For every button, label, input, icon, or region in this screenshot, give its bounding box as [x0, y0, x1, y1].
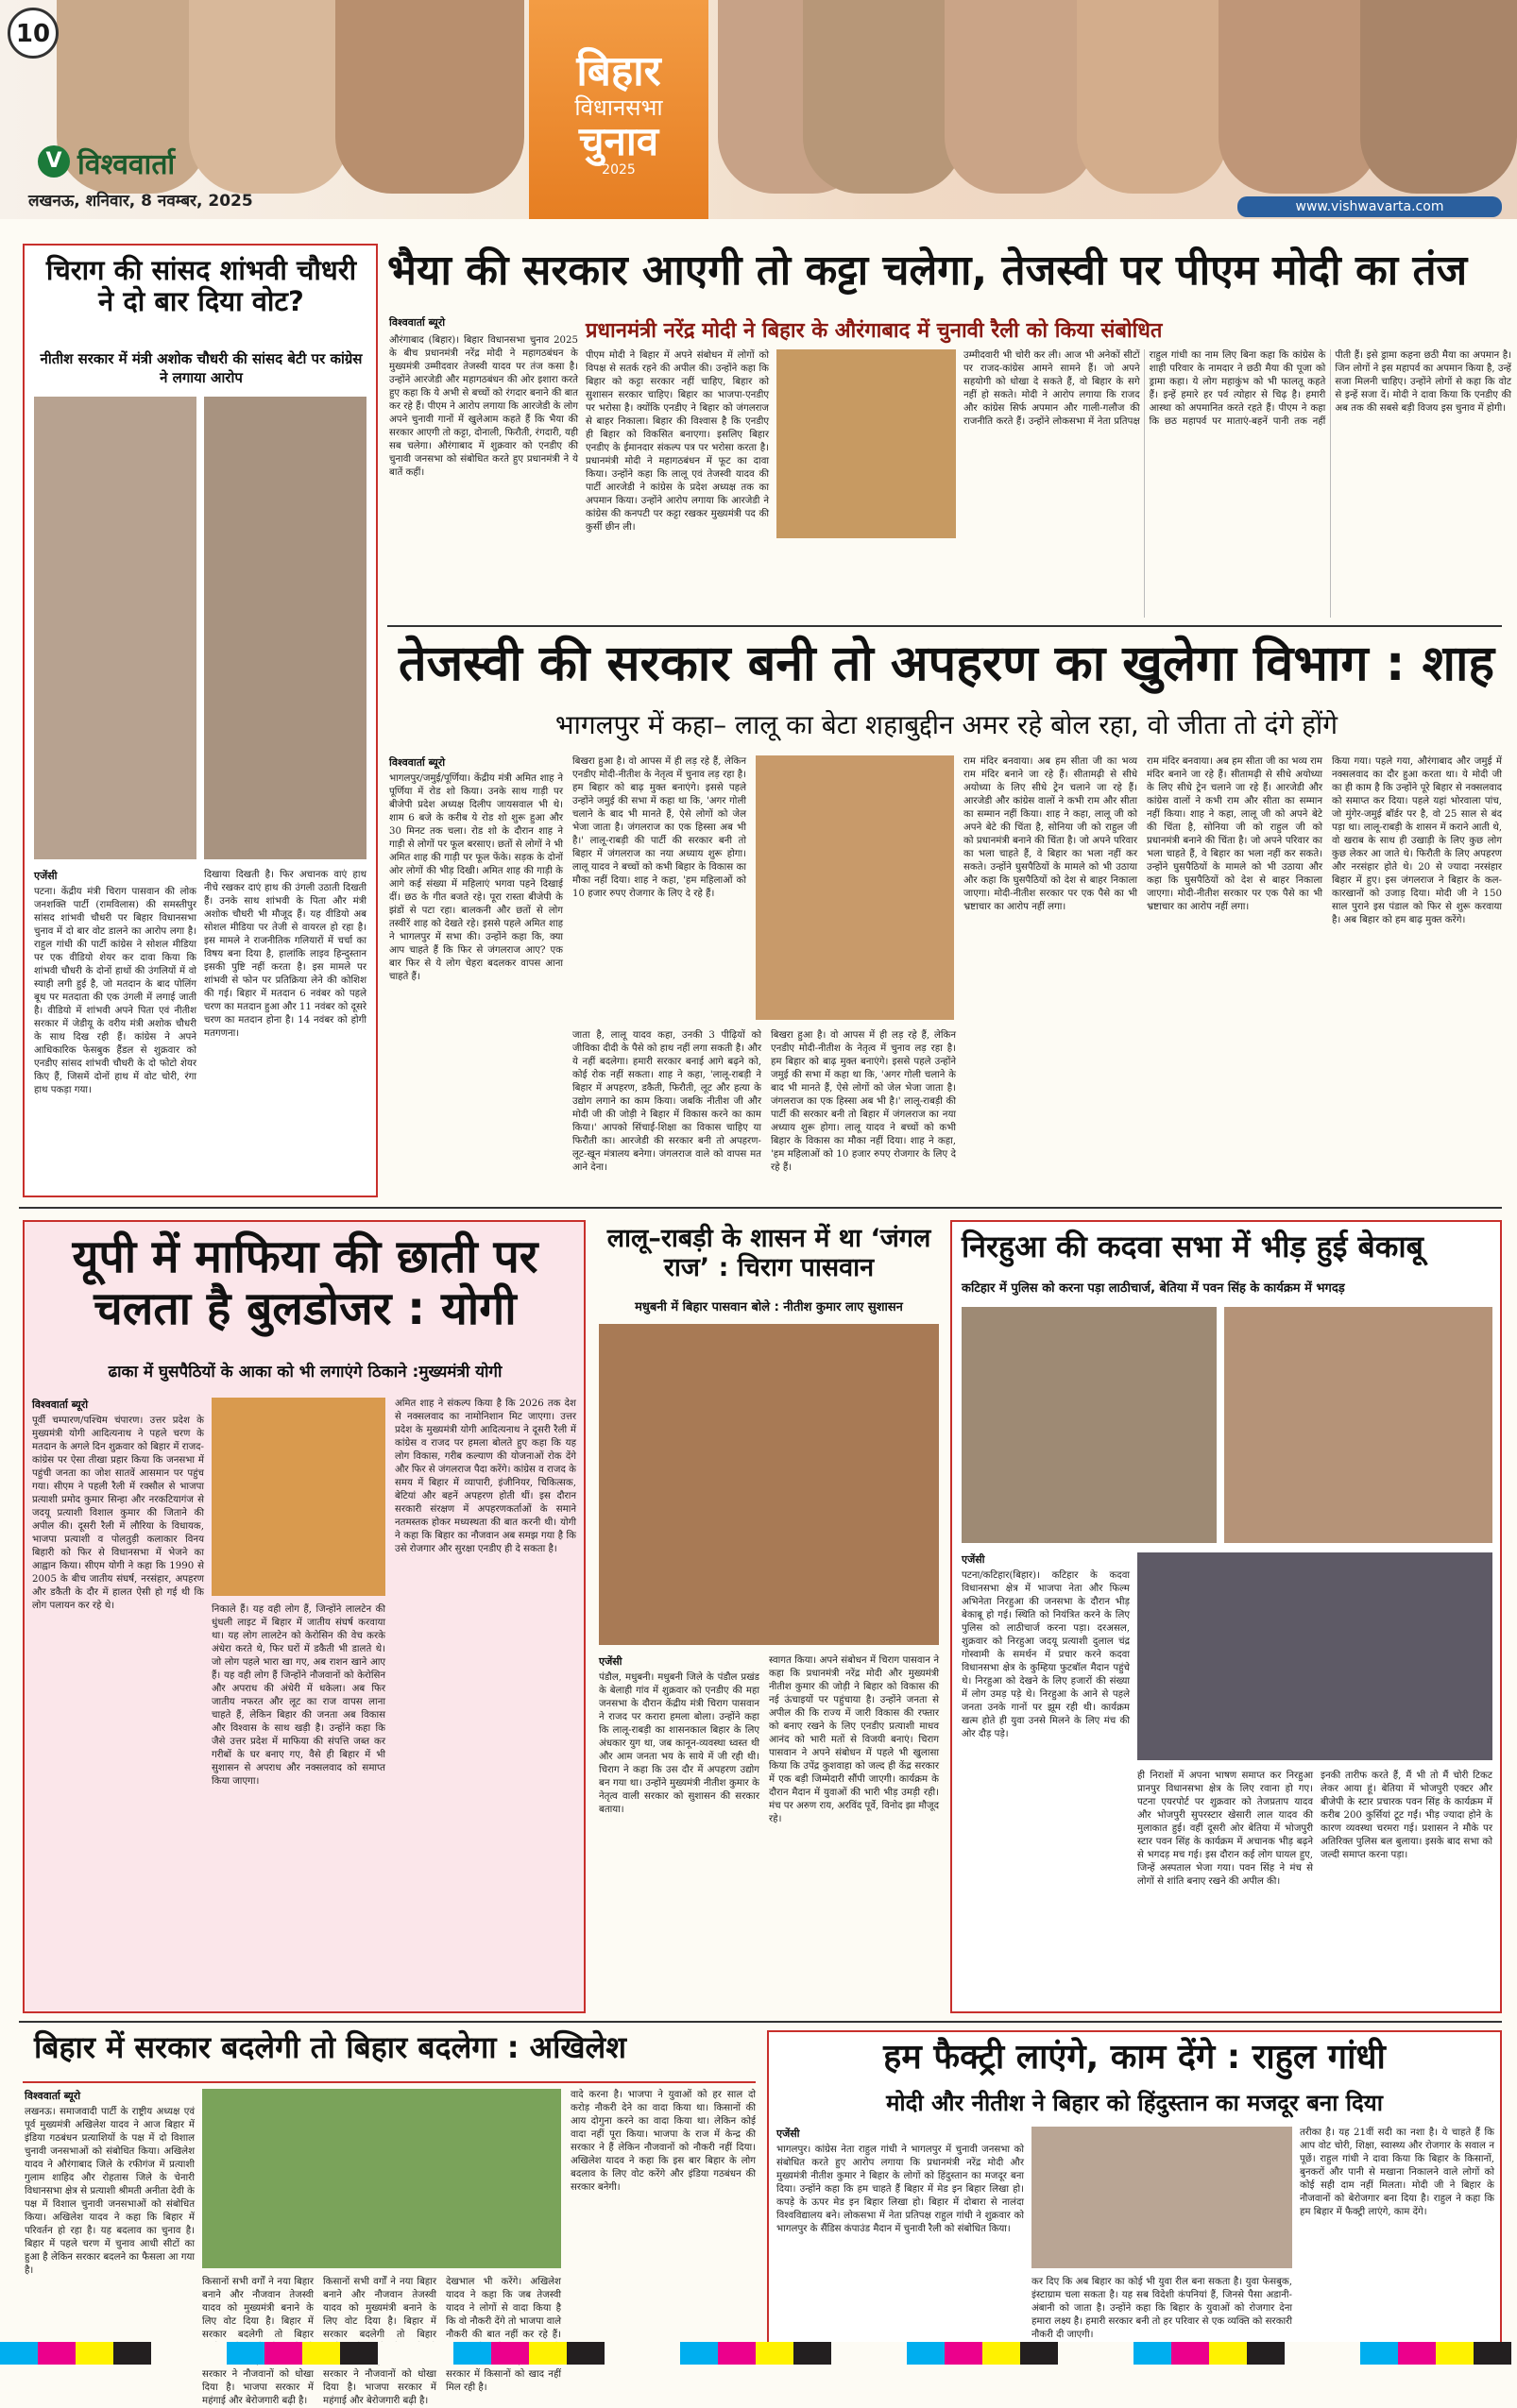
leader-photo-9	[1360, 0, 1517, 194]
body-rahul-1: भागलपुर। कांग्रेस नेता राहुल गांधी ने भागलपुर में चुनावी जनसभा को संबोधित करते हुए आरोप लगाया कि प्रधानमंत्री नरेंद्र मोदी और मुख्यमंत्री नीतीश कुमार ने बिहार के लोगों को हिंदुस्तान का मजदूर बना दिया। उन्होंने कहा कि हम चाहते हैं बिहार में मेड इन बिहार लिखा हो। कपड़े के ऊपर मेड इन बिहार लिखा हो। बिहार में दोबारा से नालंदा विश्वविद्यालय बने। लोकसभा में नेता प्रतिपक्ष राहुल गांधी ने शुक्रवार को भागलपुर के सैंडिस कंपाउंड मैदान में चुनावी रैली को संबोधित किया।	[776, 2145, 1024, 2234]
headline-shah: तेजस्वी की सरकार बनी तो अपहरण का खुलेगा विभाग : शाह	[398, 636, 1495, 692]
body-akhilesh-2b: किसानों सभी वर्गों ने नया बिहार बनाने और नौजवान तेजस्वी यादव को मुख्यमंत्री बनाने के लिए वोट दिया है। बिहार में सरकार बदलेगी तो बिहार सरकार ने नौजवानों को धोखा दिया है। भाजपा सरकार में महंगाई और बेरोजगारी बढ़ी है।	[323, 2277, 436, 2406]
photo-shambhavi-2	[204, 397, 366, 859]
body-nirahua-3: इनकी तारीफ करते हैं, मैं भी तो मैं चोरी टिकट लेकर आया हूं। बेतिया में भोजपुरी एक्टर और बीजेपी के स्टार प्रचारक पवन सिंह के कार्यक्रम में करीब 200 कुर्सियां टूट गईं। भीड़ ज्यादा होने के कारण व्यवस्था चरमरा गई। प्रशासन ने मौके पर अतिरिक्त पुलिस बल बुलाया। इसके बाद सभा को जल्दी समाप्त करना पड़ा।	[1321, 1771, 1492, 1860]
body-modi-3: उम्मीदवारी भी चोरी कर ली। आज भी अनेकों सीटों पर राजद-कांग्रेस आमने सामने हैं। जो अपने सहयोगी को धोखा दे सकते हैं, वो बिहार के सगे नहीं हो सकते। मोदी ने आरोप लगाया कि राजद और कांग्रेस सिर्फ अपमान और गाली-गलौज की राजनीति करते हैं। उन्होंने लोकसभा में नेता प्रतिपक्ष राहुल गांधी का नाम लिए बिना कहा कि कांग्रेस के शाही परिवार के नामदार ने छठी मैया की पूजा को ड्रामा कहा। ये लोग महाकुंभ को भी फालतू कहते हैं। इन्हें हमारे हर पर्व त्योहार से चिढ़ है। हमारी आस्था को अपमानित करते रहते हैं। पीएम ने कहा कि छठ महापर्व पर माताएं-बहनें पानी तक नहीं पीती हैं। इसे ड्रामा कहना छठी मैया का अपमान है। जिन लोगों ने इस महापर्व का अपमान किया है, उन्हें सजा मिलनी चाहिए। उन्होंने लोगों से कहा कि वोट से इन्हें सजा दें। मोदी ने दावा किया कि एनडीए की अब तक की सबसे बड़ी विजय इस चुनाव में होगी।	[963, 350, 1511, 427]
divider	[19, 1207, 1502, 1209]
body-shah-1: भागलपुर/जमुई/पूर्णिया। केंद्रीय मंत्री अमित शाह ने पूर्णिया में रोड शो किया। उनके साथ गाड़ी पर बीजेपी प्रदेश अध्यक्ष दिलीप जायसवाल भी थे। शाम 6 बजे के करीब ये रोड शो शुरू हुआ और 30 मिनट तक चला। रोड शो के दौरान शाह ने गाड़ी से लोगों पर फूल बरसाए। छतों से लोगों ने भी अमित शाह की गाड़ी पर फूल फेंके। सड़क के दोनों ओर लोगों की भीड़ दिखी। अमित शाह की गाड़ी के आगे कई संख्या में महिलाएं भगवा पहने दिखाई दीं। छठ के गीत बजते रहे। पूरा रास्ता बीजेपी के झंडों से पटा रहा। बालकनी और छतों से लोग तस्वीरें शाह को देखते रहे। इससे पहले अमित शाह ने भागलपुर में सभा की। उन्होंने कहा कि, क्या आप चाहते हैं कि फिर से जंगलराज आए? एक बार फिर से ये लोग चेहरा बदलकर वापस आना चाहते हैं।	[389, 773, 563, 982]
photo-modi-rally	[776, 349, 956, 538]
article-body-2: दिखाया दिखती है। फिर अचानक वाएं हाथ नीचे रखकर दाएं हाथ की उंगली उठाती दिखती हैं। उनके साथ शांभवी के पिता और मंत्री अशोक चौधरी भी मौजूद हैं। यह वीडियो अब सोशल मीडिया पर तेजी से वायरल हो रहा है। इस मामले ने राजनीतिक गलियारों में चर्चा का विषय बना दिया है, हालांकि लाइव हिन्दुस्तान इसकी पुष्टि नहीं करता है। इस मामले पर शांभवी से फोन पर प्रतिक्रिया लेने की कोशिश की गई। बिहार में मतदान 6 नवंबर को पहले चरण का मतदान हुआ और 11 नवंबर को दूसरे चरण का मतदान होना है। 14 नवंबर को होगी मतगणना।	[204, 870, 366, 1039]
divider	[23, 2081, 756, 2083]
byline-shah: विश्ववार्ता ब्यूरो	[389, 756, 446, 769]
subhead-rahul: मोदी और नीतीश ने बिहार को हिंदुस्तान का मजदूर बना दिया	[886, 2090, 1383, 2116]
article-body: पटना। केंद्रीय मंत्री चिराग पासवान की लोक जनशक्ति पार्टी (रामविलास) की समस्तीपुर सांसद शांभवी चौधरी पर बिहार विधानसभा चुनाव में दो बार वोट डालने का आरोप लगा है। राहुल गांधी की पार्टी कांग्रेस ने सोशल मीडिया पर एक वीडियो शेयर कर दावा किया कि शांभवी चौधरी के दोनों हाथों की उंगलियों में वो स्याही लगी हुई है, जो मतदान के बाद पोलिंग बूथ पर मतदाता की एक उंगली में लगाई जाती है। वीडियो में शांभवी अपने पिता एवं नीतीश सरकार में जेडीयू के वरीय मंत्री अशोक चौधरी के साथ दिख रही हैं। कांग्रेस ने अपने आधिकारिक फेसबुक हैंडल से शुक्रवार को एनडीए सांसद शांभवी चौधरी के दो फोटो शेयर किए हैं, जिसमें दोनों हाथ में वोट चोरी, रंगा हाथ पकड़ा गया।	[34, 887, 196, 1095]
body-shah-3b: बिखरा हुआ है। वो आपस में ही लड़ रहे हैं, लेकिन एनडीए मोदी-नीतीश के नेतृत्व में चुनाव लड़ रहा है। हम बिहार को बाढ़ मुक्त बनाएंगे। इससे पहले उन्होंने जमुई की सभा में कहा था कि, 'अगर गोली चलाने के बाद भी मानते हैं, ऐसे लोगों को जेल भेजा जाता है। जंगलराज का एक हिस्सा अब भी है।' लालू-राबड़ी की पार्टी की सरकार बनी तो बिहार में जंगलराज का नया अध्याय शुरू होगा। लालू यादव ने बच्चों को कभी बिहार के विकास का मौका नहीं दिया। शाह ने कहा, 'हम महिलाओं को 10 हजार रुपए रोजगार के लिए दे रहे हैं।	[771, 1030, 956, 1173]
subhead-modi: प्रधानमंत्री नरेंद्र मोदी ने बिहार के औरंगाबाद में चुनावी रैली को किया संबोधित	[586, 319, 1163, 343]
byline: एजेंसी	[34, 870, 58, 882]
body-akhilesh-4: वादे करना है। भाजपा ने युवाओं को हर साल दो करोड़ नौकरी देने का वादा किया था। किसानों की आय दोगुना करने का वादा किया था। लेकिन कोई वादा नहीं पूरा किया। भाजपा के राज में केन्द्र की सरकार ने हैं लेकिन नौजवानों को नौकरी नहीं दिया। अखिलेश यादव ने कहा कि इस बार बिहार के लोग बदलाव के लिए वोट करेंगे और इंडिया गठबंधन की सरकार बनेगी।	[571, 2090, 756, 2193]
body-shah-5: किया गया। पहले गया, औरंगाबाद और जमुई में नक्सलवाद का दौर हुआ करता था। ये मोदी जी का ही काम है कि उन्होंने पूरे बिहार से नक्सलवाद को समाप्त कर दिया। पहले यहां भोरवाला पांच, जो मुंगेर-जमुई बॉर्डर पर है, वो 25 साल से बंद पड़ा था। लालू-राबड़ी के शासन में कराने आती थे, वो खराब के साथ ही उखाड़ी के लिए कुछ लोग कुछ लेकर आ जाते थे। फिरौती के लिए अपहरण और नरसंहार होते थे। 20 से ज्यादा नरसंहार बिहार में हुए। इस जंगलराज ने बिहार के कल-कारखानों को उजाड़ दिया। मोदी जी ने 150 साल पुराने इस पंडाल को फिर से शुरू करवाया है। अब बिहार को हम बाढ़ मुक्त करेंगे।	[1332, 756, 1502, 925]
body-shah-3: जाता है, लालू यादव कहा, उनकी 3 पीढ़ियों को जीविका दीदी के पैसे को हाथ नहीं लगा सकती है। और ये नहीं बदलेगा। हमारी सरकार बनाई आगे बढ़ने को, कोई रोक नहीं सकता। शाह ने कहा, 'लालू-राबड़ी ने बिहार में अपहरण, डकैती, फिरौती, लूट और हत्या के उद्योग लगाने का काम किया। जबकि नीतीश जी और मोदी जी की जोड़ी ने बिहार में विकास करने का काम किया।' आपको सिंचाई-शिक्षा का विकास चाहिए या फिरौती का। आरजेडी की सरकार बनी तो अपहरण-लूट-खून मंत्रालय बनेगा। जंगलराज वाले को वापस मत आने देना।	[572, 1030, 761, 1173]
subhead-chirag-jungleraj: मधुबनी में बिहार पासवान बोले : नीतीश कुमार लाए सुशासन	[635, 1300, 903, 1314]
headline-rahul: हम फैक्ट्री लाएंगे, काम देंगे : राहुल गांधी	[883, 2038, 1386, 2077]
body-shah-4: राम मंदिर बनवाया। अब हम सीता जी का भव्य राम मंदिर बनाने जा रहे हैं। सीतामढ़ी से सीधे अयोध्या के लिए सीधे ट्रेन चलाने जा रहे हैं। आरजेडी और कांग्रेस वालों ने कभी राम और सीता का सम्मान नहीं किया। शाह ने कहा, लालू जी को अपने बेटे की चिंता है, सोनिया जी को राहुल जी को प्रधानमंत्री बनाने की चिंता है। जो अपने परिवार का भला चाहते हैं, वे बिहार का भला नहीं कर सकते। उन्होंने घुसपैठियों के मामले को भी उठाया और कहा कि घुसपैठियों को देश से बाहर निकाला जाएगा। मोदी-नीतीश सरकार पर एक पैसे का भी भ्रष्टाचार का आरोप नहीं लगा।	[963, 756, 1137, 912]
body-akhilesh-2: किसानों सभी वर्गों ने नया बिहार बनाने और नौजवान तेजस्वी यादव को मुख्यमंत्री बनाने के लिए वोट दिया है। बिहार में सरकार बदलेगी तो बिहार सरकार ने नौजवानों को धोखा दिया है। भाजपा सरकार में महंगाई और बेरोजगारी बढ़ी है।	[202, 2277, 314, 2406]
headline-yogi: यूपी में माफिया की छाती पर चलता है बुलडोजर : योगी	[72, 1230, 538, 1336]
body-yogi-3: अमित शाह ने संकल्प किया है कि 2026 तक देश से नक्सलवाद का नामोनिशान मिट जाएगा। उत्तर प्रदेश के मुख्यमंत्री योगी आदित्यनाथ ने दूसरी रैली में कांग्रेस व राजद पर हमला बोलते हुए कहा कि यह लोग विकास, गरीब कल्याण की योजनाओं रोक देंगे और फिर से जंगलराज पैदा करेंगे। कांग्रेस व राजद के समय में बिहार में व्यापारी, इंजीनियर, चिकित्सक, बेटियां और बहनें अपहरण होती थीं। इस दौरान सरकारी संरक्षण में अपहरणकर्ताओं के समाने नतमस्तक होकर मध्यस्थता की बात करनी थी। योगी ने कहा कि बिहार का नौजवान अब समझ गया है कि उसे रोजगार और सुरक्षा एनडीए ही दे सकता है।	[395, 1399, 576, 1554]
logo-text: विश्ववार्ता	[77, 148, 176, 181]
headline-chirag-jungleraj: लालू–राबड़ी के शासन में था ‘जंगल राज’ : चिराग पासवान	[606, 1224, 931, 1283]
body-shah-4b: राम मंदिर बनवाया। अब हम सीता जी का भव्य राम मंदिर बनाने जा रहे हैं। सीतामढ़ी से सीधे अयोध्या के लिए सीधे ट्रेन चलाने जा रहे हैं। आरजेडी और कांग्रेस वालों ने कभी राम और सीता का सम्मान नहीं किया। शाह ने कहा, लालू जी को अपने बेटे की चिंता है, सोनिया जी को राहुल जी को प्रधानमंत्री बनाने की चिंता है। जो अपने परिवार का भला चाहते हैं, वे बिहार का भला नहीं कर सकते। उन्होंने घुसपैठियों के मामले को भी उठाया और कहा कि घुसपैठियों को देश से बाहर निकाला जाएगा। मोदी-नीतीश सरकार पर एक पैसे का भी भ्रष्टाचार का आरोप नहीं लगा।	[1147, 756, 1322, 912]
leader-photo-5	[803, 0, 963, 194]
subhead-yogi: ढाका में घुसपैठियों के आका को भी लगाएंगे ठिकाने :मुख्यमंत्री योगी	[108, 1363, 503, 1382]
photo-rahul-gandhi	[1031, 2127, 1292, 2268]
article-chirag-shambhavi	[23, 244, 378, 1197]
byline-rahul: एजेंसी	[776, 2128, 800, 2140]
subhead: नीतीश सरकार में मंत्री अशोक चौधरी की सांसद बेटी पर कांग्रेस ने लगाया आरोप	[40, 350, 363, 386]
page-number: 10	[8, 8, 59, 59]
election-badge	[538, 49, 699, 191]
body-chirag-2: स्वागत किया। अपने संबोधन में चिराग पासवान ने कहा कि प्रधानमंत्री नरेंद्र मोदी और मुख्यमंत्री नीतीश कुमार की जोड़ी ने बिहार को विकास की नई ऊंचाइयों पर पहुंचाया है। उन्होंने जनता से अपील की कि राज्य में जारी विकास की रफ्तार को बनाए रखने के लिए एनडीए प्रत्याशी माधव आनंद को भारी मतों से विजयी बनाएं। चिराग पासवान ने अपने संबोधन में पहले भी खुलासा किया कि उपेंद्र कुशवाहा को जल्द ही केंद्र सरकार में एक बड़ी जिम्मेदारी सौंपी जाएगी। कार्यक्रम के दौरान मैदान में युवाओं की भारी भीड़ उमड़ी रही। मंच पर अरुण राय, अरविंद पूर्वे, विनोद झा मौजूद रहे।	[769, 1655, 940, 1824]
print-registration-strip	[0, 2342, 1517, 2365]
body-akhilesh-3: देखभाल भी करेंगे। अखिलेश यादव ने कहा कि जब तेजस्वी यादव ने लोगों से वादा किया है कि वो नौकरी देंगे तो भाजपा वाले नौकरी की बात नहीं कर रहे हैं। सरकार में किसानों को खाद नहीं मिल रही है।	[446, 2277, 561, 2393]
headline: चिराग की सांसद शांभवी चौधरी ने दो बार दिया वोट?	[45, 254, 357, 318]
photo-pawan-singh-crowd	[1224, 1307, 1492, 1543]
leader-photo-3	[335, 0, 524, 194]
body-chirag-1: पंडौल, मधुबनी। मधुबनी जिले के पंडौल प्रखंड के बेलाही गांव में शुक्रवार को एनडीए की महा जनसभा के दौरान केंद्रीय मंत्री चिराग पासवान ने राजद पर करारा हमला बोला। उन्होंने कहा कि लालू-राबड़ी का शासनकाल बिहार के लिए अंधकार युग था, जब कानून-व्यवस्था ध्वस्त थी और आम जनता भय के साये में जी रही थी। चिराग ने कहा कि उस दौर में अपहरण उद्योग बन गया था। उन्होंने मुख्यमंत्री नीतीश कुमार के नेतृत्व वाली सरकार को सुशासन की सरकार बताया।	[599, 1672, 759, 1815]
leader-photo-7	[1077, 0, 1228, 194]
photo-yogi	[212, 1398, 385, 1596]
article-nirahua	[950, 1220, 1502, 2013]
divider	[19, 2021, 1502, 2023]
body-akhilesh-1: लखनऊ। समाजवादी पार्टी के राष्ट्रीय अध्यक्ष एवं पूर्व मुख्यमंत्री अखिलेश यादव ने आज बिहार में इंडिया गठबंधन प्रत्याशियों के पक्ष में दो विशाल चुनावी जनसभाओं को संबोधित किया। अखिलेश यादव ने औरंगाबाद जिले के रफीगंज में प्रत्याशी गुलाम शाहिद और रोहतास जिले के चेनारी विधानसभा क्षेत्र से प्रत्याशी श्रीमती अनीता देवी के पक्ष में विशाल चुनावी जनसभाओं को संबोधित किया। अखिलेश यादव ने कहा कि बिहार में परिवर्तन हो रहा है। यह बदलाव का चुनाव है। बिहार में पहले चरण में चुनाव आधी सीटों का हुआ है लेकिन सरकार बदलने का फैसला आ गया है।	[25, 2107, 195, 2276]
dateline: लखनऊ, शनिवार, 8 नवम्बर, 2025	[28, 192, 253, 211]
masthead-banner	[0, 0, 1517, 219]
byline-nirahua: एजेंसी	[962, 1553, 985, 1566]
byline-yogi: विश्ववार्ता ब्यूरो	[32, 1399, 89, 1411]
body-yogi-2: निकाले हैं। यह वही लोग हैं, जिन्होंने लालटेन की धुंधली लाइट में बिहार में जातीय संघर्ष करवाया था। यह लोग लालटेन को केरोसिन की वेच करके अंधेरा करते थे, फिर घरों में डकैती भी डालते थे। जो लोग पहले भारा खा गए, अब राशन खाने आए हैं। यह वही लोग हैं जिन्होंने नौजवानों को केरोसिन और अपराध की अंधेरी में धकेला। अब फिर जातीय नफरत और लूट का राज वापस लाना चाहते हैं, लेकिन बिहार की जनता अब विकास और विश्वास के साथ खड़ी है। उन्होंने कहा कि जैसे उत्तर प्रदेश में माफिया की संपत्ति जब्त कर गरीबों के घर बनाए गए, वैसे ही बिहार में भी सुशासन से अपराध और नक्सलवाद को समाप्त किया जाएगा।	[212, 1604, 385, 1787]
body-yogi-1: पूर्वी चम्पारण/पश्चिम चंपारण। उत्तर प्रदेश के मुख्यमंत्री योगी आदित्यनाथ ने पहले चरण के मतदान के अगले दिन शुक्रवार को बिहार में राजद-कांग्रेस पर ऐसा तीखा प्रहार किया कि जनसभा में पहुंची जनता का जोश सातवें आसमान पर पहुंच गया। सीएम ने पहली रैली में रक्सौल से भाजपा प्रत्याशी प्रमोद कुमार सिन्हा और नरकटियागंज से जदयू प्रत्याशी विशाल कुमार की जिताने की अपील की। दूसरी रैली में लौरिया के विधायक, भाजपा प्रत्याशी व पोलतुड़ी कलाकार विनय बिहारी को फिर से विधानसभा में भेजने का आह्वान किया। सीएम योगी ने कहा कि 1990 से 2005 के बीच जातीय संघर्ष, नरसंहार, अपहरण और डकैती के दौर में हालत ऐसी हो गई थी कि लोग पलायन कर रहे थे।	[32, 1416, 204, 1611]
leader-photo-8	[1219, 0, 1379, 194]
subhead-nirahua: कटिहार में पुलिस को करना पड़ा लाठीचार्ज, बेतिया में पवन सिंह के कार्यक्रम में भगदड़	[962, 1281, 1345, 1296]
badge-line1: बिहार	[576, 47, 661, 95]
photo-press-mics	[1137, 1552, 1492, 1760]
badge-year: 2025	[602, 162, 636, 178]
byline-chirag: एजेंसी	[599, 1655, 622, 1668]
photo-shambhavi-1	[34, 397, 196, 859]
body-shah-2: बिखरा हुआ है। वो आपस में ही लड़ रहे हैं, लेकिन एनडीए मोदी-नीतीश के नेतृत्व में चुनाव लड़ रहा है। हम बिहार को बाढ़ मुक्त बनाएंगे। इससे पहले उन्होंने जमुई की सभा में कहा था कि, 'अगर गोली चलाने के बाद भी मानते हैं, ऐसे लोगों को जेल भेजा जाता है। जंगलराज का एक हिस्सा अब भी है।' लालू-राबड़ी की पार्टी की सरकार बनी तो बिहार में जंगलराज का नया अध्याय शुरू होगा। लालू यादव ने बच्चों को कभी बिहार के विकास का मौका नहीं दिया। शाह ने कहा, 'हम महिलाओं को 10 हजार रुपए रोजगार के लिए दे रहे हैं।	[572, 756, 746, 899]
photo-nirahua-crowd	[962, 1307, 1217, 1543]
badge-line2: विधानसभा	[574, 94, 663, 121]
photo-amit-shah	[756, 755, 954, 1020]
article-rahul	[767, 2030, 1502, 2357]
photo-akhilesh-rally	[202, 2089, 561, 2268]
divider	[387, 625, 1502, 627]
body-rahul-3: तरीका है। यह 21वीं सदी का नशा है। ये चाहते हैं कि आप वोट चोरी, शिक्षा, स्वास्थ्य और रोजगार के सवाल न पूछें। राहुल गांधी ने दावा किया कि बिहार के किसानों, बुनकरों और पानी से मखाना निकालने वाले लोगों को कोई सही दाम नहीं मिलता। मोदी जी ने बिहार के नौजवानों को बेरोजगार बना दिया है। राहुल ने कहा कि हम बिहार में फैक्ट्री लाएंगे, काम देंगे।	[1300, 2128, 1494, 2217]
headline-nirahua: निरहुआ की कदवा सभा में भीड़ हुई बेकाबू	[962, 1229, 1423, 1264]
leader-photo-6	[945, 0, 1096, 194]
headline-modi: भैया की सरकार आएगी तो कट्टा चलेगा, तेजस्वी पर पीएम मोदी का तंज	[387, 246, 1468, 295]
byline-modi: विश्ववार्ता ब्यूरो	[389, 316, 446, 329]
badge-line3: चुनाव	[578, 118, 659, 164]
logo-mark-icon: V	[38, 145, 70, 178]
subhead-shah: भागलपुर में कहा– लालू का बेटा शहाबुद्दीन अमर रहे बोल रहा, वो जीता तो दंगे होंगे	[554, 709, 1338, 740]
body-modi-1: औरंगाबाद (बिहार)। बिहार विधानसभा चुनाव 2025 के बीच प्रधानमंत्री नरेंद्र मोदी ने महागठबंधन के मुख्यमंत्री उम्मीदवार तेजस्वी यादव पर तंज कसा है। उन्होंने आरजेडी और महागठबंधन की ओर इशारा करते हुए कहा कि ये अभी से बच्चों को रंगदार बनाने की बात कर रहे हैं। पीएम ने आरोप लगाया कि आरजेडी के लोग अपने चुनावी गानों में खुलेआम कहते हैं कि भैया की सरकार आएगी तो कट्टा, दोनाली, फिरौती, रंगदारी, यही सब चलेगा। औरंगाबाद में शुक्रवार को एनडीए की चुनावी जनसभा को संबोधित करते हुए प्रधानमंत्री ने ये बातें कहीं।	[389, 335, 578, 478]
body-nirahua-2: ही निराशों में अपना भाषण समाप्त कर निरहुआ प्रानपुर विधानसभा क्षेत्र के लिए रवाना हो गए। पटना एयरपोर्ट पर शुक्रवार को तेजप्रताप यादव और भोजपुरी सुपरस्टार खेसारी लाल यादव की मुलाकात हुई। वहीं दूसरी ओर बेतिया में भोजपुरी स्टार पवन सिंह के कार्यक्रम में अचानक भीड़ बढ़ने से भगदड़ मच गई। इस दौरान कई लोग घायल हुए, जिन्हें अस्पताल भेजा गया। पवन सिंह ने मंच से लोगों से शांति बनाए रखने की अपील की।	[1137, 1771, 1313, 1887]
headline-akhilesh: बिहार में सरकार बदलेगी तो बिहार बदलेगा : अखिलेश	[34, 2029, 627, 2065]
vishwavarta-logo	[38, 142, 236, 181]
website-url[interactable]: www.vishwavarta.com	[1237, 196, 1502, 217]
body-nirahua-1: पटना/कटिहार(बिहार)। कटिहार के कदवा विधानसभा क्षेत्र में भाजपा नेता और फिल्म अभिनेता निरहुआ की जनसभा के दौरान भीड़ बेकाबू हो गई। स्थिति को नियंत्रित करने के लिए पुलिस को लाठीचार्ज करना पड़ा। दरअसल, शुक्रवार को निरहुआ जदयू प्रत्याशी दुलाल चंद्र गोस्वामी के समर्थन में प्रचार करने कदवा विधानसभा क्षेत्र के कुम्हिया फुटबॉल मैदान पहुंचे थे। निरहुआ को देखने के लिए हजारों की संख्या में लोग उमड़ पड़े थे। निरहुआ के आने से पहले जनता उनके गानों पर झूम रही थी। कार्यक्रम खत्म होते ही युवा उनसे मिलने के लिए मंच की ओर दौड़ पड़े।	[962, 1570, 1130, 1739]
byline-akhilesh: विश्ववार्ता ब्यूरो	[25, 2090, 81, 2102]
body-rahul-2: कर दिए कि अब बिहार का कोई भी युवा रील बना सकता है। युवा फेसबुक, इंस्टाग्राम चला सकता है। यह सब विदेशी कंपनियां हैं, जिनसे पैसा अडानी-अंबानी को जाता है। उन्होंने कहा कि बिहार के युवाओं को रोजगार देना हमारा लक्ष्य है। हमारी सरकार बनी तो हर परिवार से एक व्यक्ति को सरकारी नौकरी दी जाएगी।	[1031, 2277, 1292, 2340]
body-modi-2: पीएम मोदी ने बिहार में अपने संबोधन में लोगों को विपक्ष से सतर्क रहने की अपील की। उन्होंने कहा कि बिहार को कट्टा सरकार नहीं चाहिए, बिहार को सुशासन सरकार चाहिए। बिहार का भाजपा-एनडीए पर भरोसा है। क्योंकि एनडीए ने बिहार को जंगलराज से बाहर निकाला। बिहार की विश्वास है कि एनडीए ही बिहार को विकसित बनाएगा। इसलिए बिहार एनडीए के ईमानदार संकल्प पत्र पर भरोसा करता है। प्रधानमंत्री मोदी ने महागठबंधन में फूट का दावा किया। उन्होंने कहा कि लालू एवं तेजस्वी यादव की पार्टी आरजेडी ने कांग्रेस के प्रदेश अध्यक्ष तक का अपमान किया। उन्होंने आरोप लगाया कि आरजेडी ने कांग्रेस की कनपटी पर कट्टा रखकर मुख्यमंत्री पद की कुर्सी छीन ली।	[586, 350, 769, 533]
photo-chirag-stage	[599, 1324, 939, 1645]
article-yogi	[23, 1220, 586, 2013]
